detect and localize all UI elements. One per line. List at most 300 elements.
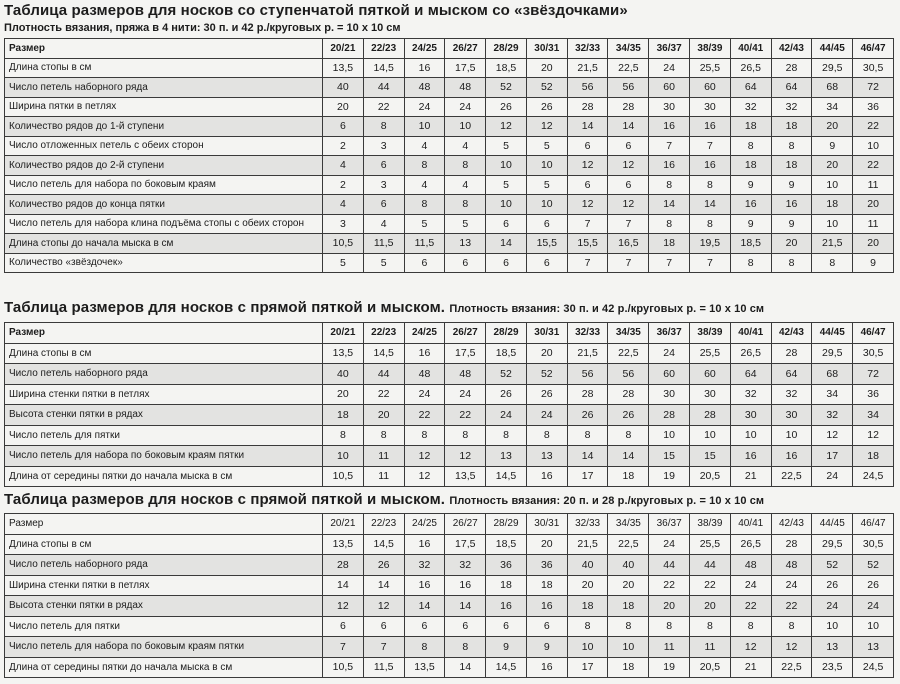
value-cell: 68 [812,364,853,385]
value-cell: 56 [608,78,649,98]
value-cell: 26 [526,97,567,117]
value-cell: 28 [608,384,649,405]
value-cell: 32 [771,384,812,405]
value-cell: 6 [526,214,567,234]
value-cell: 48 [445,364,486,385]
value-cell: 4 [404,136,445,156]
value-cell: 24 [649,58,690,78]
value-cell: 20 [649,596,690,617]
value-cell: 32 [404,555,445,576]
value-cell: 12 [404,446,445,467]
value-cell: 44 [363,364,404,385]
value-cell: 16 [526,466,567,487]
value-cell: 12 [730,637,771,658]
row-label: Высота стенки пятки в рядах [5,405,323,426]
size-header-cell: 28/29 [486,323,527,344]
size-header-cell: 34/35 [608,323,649,344]
size-header-cell: 40/41 [730,514,771,535]
value-cell: 32 [812,405,853,426]
value-cell: 8 [445,195,486,215]
value-cell: 28 [690,405,731,426]
value-cell: 26,5 [730,343,771,364]
value-cell: 14 [608,117,649,137]
value-cell: 64 [730,364,771,385]
value-cell: 18,5 [486,58,527,78]
value-cell: 72 [853,78,894,98]
value-cell: 9 [486,637,527,658]
value-cell: 17 [812,446,853,467]
size-header-cell: 42/43 [771,514,812,535]
value-cell: 64 [730,78,771,98]
value-cell: 28 [649,405,690,426]
value-cell: 10,5 [323,657,364,678]
row-label: Число петель для пятки [5,425,323,446]
value-cell: 5 [526,136,567,156]
value-cell: 9 [730,214,771,234]
value-cell: 13,5 [323,58,364,78]
value-cell: 4 [445,175,486,195]
value-cell: 3 [363,175,404,195]
table-row [5,575,894,596]
value-cell: 11,5 [404,234,445,254]
value-cell: 10 [812,214,853,234]
header-row [5,514,894,535]
value-cell: 13 [853,637,894,658]
row-label: Число отложенных петель с обеих сторон [5,136,323,156]
value-cell: 22 [771,596,812,617]
value-cell: 19 [649,657,690,678]
size-header-cell: 42/43 [771,39,812,59]
value-cell: 7 [363,637,404,658]
value-cell: 26 [567,405,608,426]
value-cell: 16 [730,195,771,215]
value-cell: 32 [445,555,486,576]
value-cell: 20,5 [690,466,731,487]
knitting-density: Плотность вязания: 20 п. и 28 р./круговых р. = 10 х 10 см [449,495,765,507]
row-label: Ширина стенки пятки в петлях [5,384,323,405]
value-cell: 18 [730,117,771,137]
value-cell: 24 [445,384,486,405]
value-cell: 18 [608,466,649,487]
table-row [5,534,894,555]
value-cell: 16 [771,195,812,215]
row-label: Длина стопы в см [5,58,323,78]
table-row [5,156,894,176]
size-header-cell: 20/21 [323,39,364,59]
value-cell: 25,5 [690,343,731,364]
row-label: Количество «звёздочек» [5,253,323,273]
header-label: Размер [5,514,323,535]
value-cell: 7 [690,253,731,273]
value-cell: 48 [404,78,445,98]
value-cell: 64 [771,78,812,98]
value-cell: 30 [690,97,731,117]
value-cell: 6 [567,175,608,195]
value-cell: 9 [526,637,567,658]
value-cell: 22 [690,575,731,596]
value-cell: 16 [771,446,812,467]
value-cell: 13,5 [445,466,486,487]
value-cell: 18 [567,596,608,617]
value-cell: 36 [486,555,527,576]
value-cell: 24 [486,405,527,426]
value-cell: 22 [853,156,894,176]
title-text: Таблица размеров для носков с прямой пяткой и мыском. [4,299,446,316]
value-cell: 13 [812,637,853,658]
value-cell: 48 [404,364,445,385]
value-cell: 10 [690,425,731,446]
value-cell: 8 [567,425,608,446]
value-cell: 24 [812,596,853,617]
value-cell: 16 [649,117,690,137]
row-label: Число петель для набора по боковым краям пятки [5,446,323,467]
value-cell: 16 [690,117,731,137]
value-cell: 16 [445,575,486,596]
value-cell: 10 [445,117,486,137]
value-cell: 20,5 [690,657,731,678]
value-cell: 6 [567,136,608,156]
value-cell: 6 [363,195,404,215]
value-cell: 30,5 [853,58,894,78]
value-cell: 8 [404,637,445,658]
value-cell: 12 [323,596,364,617]
value-cell: 17,5 [445,58,486,78]
value-cell: 11 [853,214,894,234]
value-cell: 36 [853,384,894,405]
value-cell: 11 [649,637,690,658]
value-cell: 24 [526,405,567,426]
value-cell: 9 [771,175,812,195]
value-cell: 13,5 [404,657,445,678]
value-cell: 48 [445,78,486,98]
size-header-cell: 44/45 [812,514,853,535]
value-cell: 4 [363,214,404,234]
value-cell: 23,5 [812,657,853,678]
value-cell: 16 [404,534,445,555]
value-cell: 10 [608,637,649,658]
size-table [4,38,894,273]
table-row [5,195,894,215]
value-cell: 24 [445,97,486,117]
size-table [4,513,894,678]
row-label: Длина стопы в см [5,534,323,555]
value-cell: 30 [649,384,690,405]
value-cell: 16 [404,343,445,364]
value-cell: 22 [363,97,404,117]
value-cell: 18 [812,195,853,215]
value-cell: 18 [730,156,771,176]
size-header-cell: 44/45 [812,39,853,59]
value-cell: 16 [690,156,731,176]
row-label: Длина стопы до начала мыска в см [5,234,323,254]
value-cell: 10 [853,136,894,156]
size-header-cell: 46/47 [853,39,894,59]
value-cell: 14 [323,575,364,596]
value-cell: 21,5 [812,234,853,254]
value-cell: 10 [404,117,445,137]
value-cell: 17 [567,657,608,678]
value-cell: 5 [526,175,567,195]
value-cell: 9 [853,253,894,273]
value-cell: 21 [730,466,771,487]
value-cell: 52 [486,78,527,98]
value-cell: 20 [608,575,649,596]
value-cell: 5 [404,214,445,234]
value-cell: 12 [445,446,486,467]
value-cell: 10 [853,616,894,637]
value-cell: 34 [812,384,853,405]
table-title [4,299,764,316]
value-cell: 8 [445,156,486,176]
row-label: Ширина пятки в петлях [5,97,323,117]
value-cell: 28 [771,343,812,364]
value-cell: 6 [445,616,486,637]
table-row [5,175,894,195]
value-cell: 56 [567,78,608,98]
value-cell: 56 [567,364,608,385]
size-header-cell: 46/47 [853,514,894,535]
value-cell: 12 [853,425,894,446]
value-cell: 4 [323,156,364,176]
size-header-cell: 40/41 [730,39,771,59]
value-cell: 25,5 [690,534,731,555]
value-cell: 10 [323,446,364,467]
value-cell: 15 [649,446,690,467]
value-cell: 29,5 [812,534,853,555]
value-cell: 15 [690,446,731,467]
value-cell: 10 [771,425,812,446]
table-row [5,136,894,156]
value-cell: 10 [649,425,690,446]
value-cell: 20 [323,384,364,405]
value-cell: 44 [649,555,690,576]
row-label: Длина от середины пятки до начала мыска в см [5,466,323,487]
value-cell: 20 [853,195,894,215]
value-cell: 13,5 [323,534,364,555]
value-cell: 48 [771,555,812,576]
value-cell: 8 [608,425,649,446]
value-cell: 29,5 [812,343,853,364]
value-cell: 20 [853,234,894,254]
value-cell: 26 [853,575,894,596]
value-cell: 6 [486,253,527,273]
size-header-cell: 26/27 [445,514,486,535]
table-row [5,596,894,617]
value-cell: 14,5 [363,343,404,364]
row-label: Число петель для пятки [5,616,323,637]
value-cell: 21 [730,657,771,678]
value-cell: 24 [404,384,445,405]
size-header-cell: 22/23 [363,514,404,535]
size-table [4,322,894,487]
value-cell: 7 [567,214,608,234]
value-cell: 52 [486,364,527,385]
value-cell: 8 [363,425,404,446]
value-cell: 8 [771,253,812,273]
row-label: Число петель для набора клина подъёма стопы с обеих сторон [5,214,323,234]
value-cell: 68 [812,78,853,98]
value-cell: 6 [323,117,364,137]
row-label: Длина от середины пятки до начала мыска в см [5,657,323,678]
value-cell: 40 [567,555,608,576]
value-cell: 2 [323,175,364,195]
value-cell: 24 [771,575,812,596]
value-cell: 12 [608,156,649,176]
value-cell: 8 [567,616,608,637]
value-cell: 8 [323,425,364,446]
value-cell: 8 [445,425,486,446]
row-label: Ширина стенки пятки в петлях [5,575,323,596]
value-cell: 64 [771,364,812,385]
knitting-density: Плотность вязания, пряжа в 4 нити: 30 п. и 42 р./круговых р. = 10 х 10 см [4,22,401,34]
table-row [5,637,894,658]
value-cell: 52 [526,364,567,385]
value-cell: 20 [526,534,567,555]
table-row [5,214,894,234]
size-header-cell: 20/21 [323,323,364,344]
table-row [5,234,894,254]
value-cell: 28 [771,58,812,78]
table-row [5,58,894,78]
value-cell: 6 [363,616,404,637]
value-cell: 8 [445,637,486,658]
value-cell: 4 [445,136,486,156]
value-cell: 18 [649,234,690,254]
value-cell: 5 [323,253,364,273]
title-text: Таблица размеров для носков с прямой пяткой и мыском. [4,491,446,508]
value-cell: 34 [812,97,853,117]
value-cell: 22,5 [608,58,649,78]
knitting-density: Плотность вязания: 30 п. и 42 р./круговых р. = 10 х 10 см [449,303,765,315]
value-cell: 6 [486,214,527,234]
value-cell: 18 [526,575,567,596]
value-cell: 8 [486,425,527,446]
value-cell: 13 [526,446,567,467]
value-cell: 20 [323,97,364,117]
value-cell: 52 [853,555,894,576]
value-cell: 6 [526,253,567,273]
size-header-cell: 34/35 [608,514,649,535]
value-cell: 18,5 [730,234,771,254]
value-cell: 17,5 [445,534,486,555]
value-cell: 20 [526,58,567,78]
value-cell: 14 [404,596,445,617]
value-cell: 32 [730,384,771,405]
value-cell: 40 [323,364,364,385]
value-cell: 14 [486,234,527,254]
value-cell: 5 [363,253,404,273]
value-cell: 12 [486,117,527,137]
value-cell: 14 [445,596,486,617]
value-cell: 60 [649,78,690,98]
value-cell: 8 [649,616,690,637]
value-cell: 12 [771,637,812,658]
value-cell: 11 [690,637,731,658]
value-cell: 10,5 [323,234,364,254]
value-cell: 72 [853,364,894,385]
table-row [5,117,894,137]
value-cell: 14 [363,575,404,596]
value-cell: 26,5 [730,534,771,555]
value-cell: 12 [404,466,445,487]
value-cell: 16 [486,596,527,617]
value-cell: 11 [363,446,404,467]
value-cell: 9 [771,214,812,234]
value-cell: 8 [771,136,812,156]
value-cell: 8 [649,175,690,195]
value-cell: 10 [486,156,527,176]
value-cell: 4 [323,195,364,215]
value-cell: 15,5 [567,234,608,254]
value-cell: 30 [730,405,771,426]
size-header-cell: 24/25 [404,514,445,535]
size-header-cell: 28/29 [486,39,527,59]
value-cell: 19 [649,466,690,487]
value-cell: 18 [608,596,649,617]
table-row [5,616,894,637]
size-header-cell: 26/27 [445,323,486,344]
value-cell: 26 [363,555,404,576]
value-cell: 7 [323,637,364,658]
value-cell: 14 [608,446,649,467]
row-label: Высота стенки пятки в рядах [5,596,323,617]
value-cell: 16 [730,446,771,467]
size-header-cell: 32/33 [567,323,608,344]
table-row [5,78,894,98]
value-cell: 6 [608,136,649,156]
row-label: Число петель наборного ряда [5,78,323,98]
size-header-cell: 20/21 [323,514,364,535]
value-cell: 17 [567,466,608,487]
value-cell: 22,5 [771,657,812,678]
size-header-cell: 46/47 [853,323,894,344]
value-cell: 12 [526,117,567,137]
value-cell: 7 [649,136,690,156]
value-cell: 14 [567,446,608,467]
value-cell: 40 [608,555,649,576]
value-cell: 14,5 [363,534,404,555]
size-header-cell: 30/31 [526,514,567,535]
size-header-cell: 36/37 [649,39,690,59]
value-cell: 18 [608,657,649,678]
value-cell: 2 [323,136,364,156]
value-cell: 14 [567,117,608,137]
value-cell: 8 [608,616,649,637]
value-cell: 5 [445,214,486,234]
value-cell: 8 [730,616,771,637]
value-cell: 32 [771,97,812,117]
value-cell: 26,5 [730,58,771,78]
size-header-cell: 36/37 [649,514,690,535]
value-cell: 30 [649,97,690,117]
value-cell: 6 [526,616,567,637]
value-cell: 20 [812,156,853,176]
value-cell: 6 [608,175,649,195]
table-row [5,425,894,446]
table-row [5,253,894,273]
value-cell: 14 [690,195,731,215]
value-cell: 11 [363,466,404,487]
value-cell: 10 [486,195,527,215]
value-cell: 44 [690,555,731,576]
value-cell: 18 [323,405,364,426]
table-row [5,343,894,364]
value-cell: 24 [812,466,853,487]
row-label: Количество рядов до 1-й ступени [5,117,323,137]
value-cell: 52 [812,555,853,576]
value-cell: 14,5 [486,657,527,678]
value-cell: 22 [649,575,690,596]
